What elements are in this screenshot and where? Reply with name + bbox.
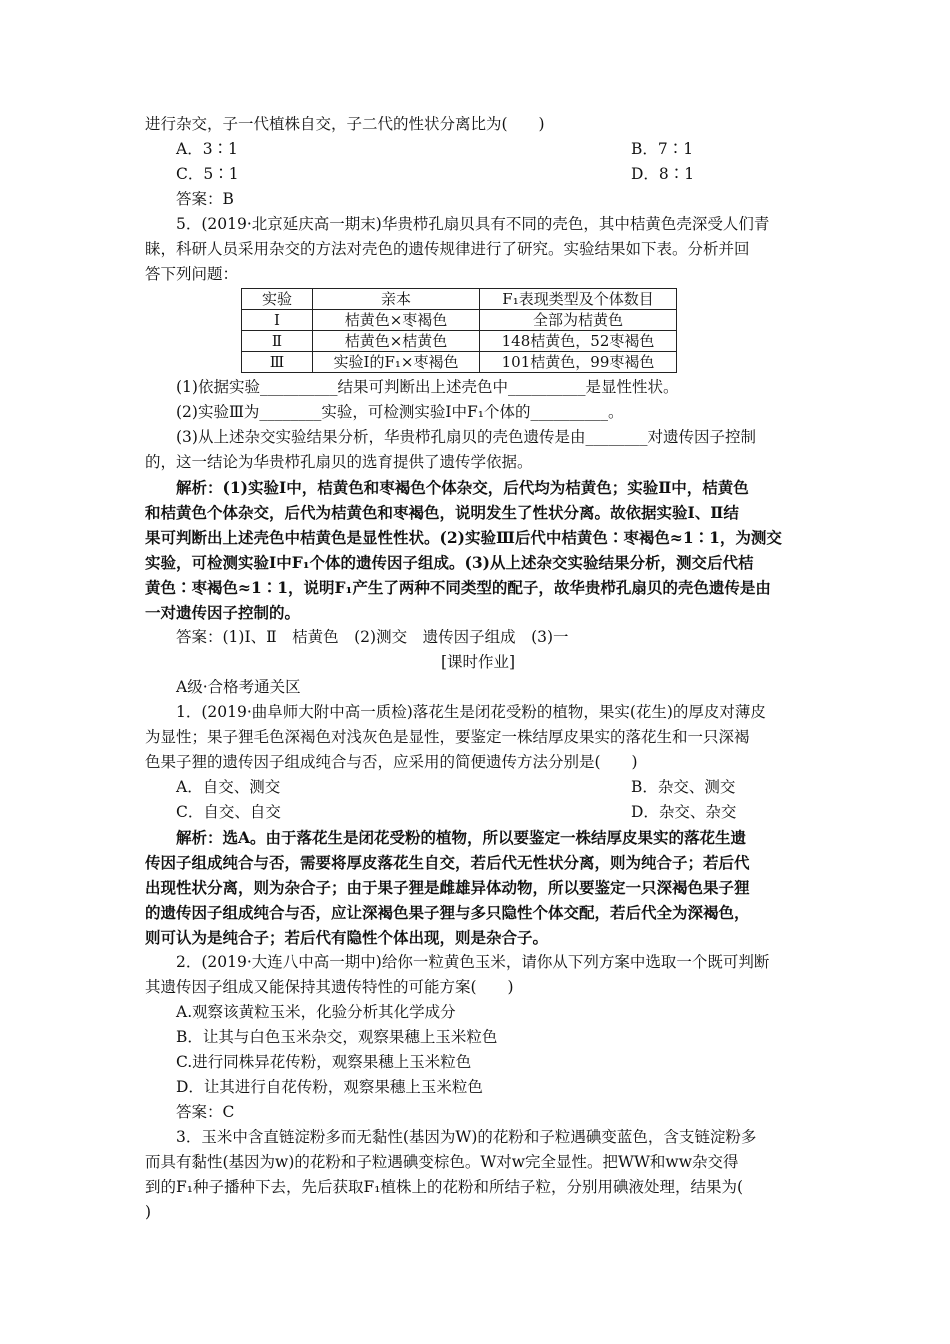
p1-analysis-line: 解析：选A。由于落花生是闭花受粉的植物，所以要鉴定一株结厚皮果实的落花生遗 xyxy=(176,828,747,847)
p2-option: A.观察该黄粒玉米，化验分析其化学成分 xyxy=(176,1003,456,1021)
section-title: [课时作业] xyxy=(440,653,516,671)
table-cell: 实验Ⅰ的F₁×枣褐色 xyxy=(313,352,480,373)
document-page xyxy=(145,112,811,1225)
table-cell: 101桔黄色，99枣褐色 xyxy=(480,352,677,373)
table-row xyxy=(242,331,677,352)
p2-answer: 答案：C xyxy=(176,1103,235,1121)
p2-stem-line: 其遗传因子组成又能保持其遗传特性的可能方案( ) xyxy=(145,978,514,996)
table-cell: Ⅰ xyxy=(242,310,313,331)
table-row xyxy=(242,352,677,373)
p3-stem-line: 而具有黏性(基因为w)的花粉和子粒遇碘变棕色。W对w完全显性。把WW和ww杂交得 xyxy=(145,1153,739,1171)
table-header: 实验 xyxy=(242,289,313,310)
table-header: F₁表现类型及个体数目 xyxy=(480,289,677,310)
p1-option-b: B．杂交、测交 xyxy=(631,778,736,796)
q5-analysis-line: 解析：(1)实验Ⅰ中，桔黄色和枣褐色个体杂交，后代均为桔黄色；实验Ⅱ中，桔黄色 xyxy=(176,478,749,497)
q4-stem: 进行杂交，子一代植株自交，子二代的性状分离比为( ) xyxy=(145,115,545,133)
p1-stem-line: 色果子狸的遗传因子组成纯合与否，应采用的简便遗传方法分别是( ) xyxy=(145,753,638,771)
p1-options-row1 xyxy=(145,775,811,800)
p2-option: B．让其与白色玉米杂交，观察果穗上玉米粒色 xyxy=(176,1028,498,1046)
p1-option-d: D．杂交、杂交 xyxy=(631,803,737,821)
q4-option-a: A．3∶1 xyxy=(176,140,238,158)
p1-analysis-line: 的遗传因子组成纯合与否，应让深褐色果子狸与多只隐性个体交配，若后代全为深褐色， xyxy=(145,903,750,922)
q5-analysis-line: 和桔黄色个体杂交，后代为桔黄色和枣褐色，说明发生了性状分离。故依据实验Ⅰ、Ⅱ结 xyxy=(145,503,739,522)
q5-analysis-line: 黄色∶枣褐色≈1∶1，说明F₁产生了两种不同类型的配子，故华贵栉孔扇贝的壳色遗传是由 xyxy=(145,578,771,597)
experiment-table xyxy=(241,288,677,373)
q5-analysis-line: 实验，可检测实验Ⅰ中F₁个体的遗传因子组成。(3)从上述杂交实验结果分析，测交后代桔 xyxy=(145,553,754,572)
p1-option-a: A．自交、测交 xyxy=(176,778,281,796)
table-header-row xyxy=(242,289,677,310)
q5-sub3: (3)从上述杂交实验结果分析，华贵栉孔扇贝的壳色遗传是由________对遗传因子控制 xyxy=(176,428,756,446)
q5-sub3-cont: 的，这一结论为华贵栉孔扇贝的选育提供了遗传学依据。 xyxy=(145,453,533,471)
level-heading: A级·合格考通关区 xyxy=(176,678,301,696)
q5-sub2: (2)实验Ⅲ为________实验，可检测实验Ⅰ中F₁个体的__________。 xyxy=(176,403,624,421)
p1-option-c: C．自交、自交 xyxy=(176,803,281,821)
q5-analysis-line: 一对遗传因子控制的。 xyxy=(145,603,301,622)
q4-options-row2 xyxy=(145,162,811,187)
table-cell: 桔黄色×桔黄色 xyxy=(313,331,480,352)
table-cell: Ⅱ xyxy=(242,331,313,352)
p2-option: C.进行同株异花传粉，观察果穗上玉米粒色 xyxy=(176,1053,472,1071)
q4-option-d: D．8∶1 xyxy=(631,165,695,183)
table-cell: 148桔黄色，52枣褐色 xyxy=(480,331,677,352)
q5-table-wrap xyxy=(145,288,811,373)
p2-stem-line: 2．(2019·大连八中高一期中)给你一粒黄色玉米，请你从下列方案中选取一个既可判断 xyxy=(176,953,770,971)
p3-stem-line: 3．玉米中含直链淀粉多而无黏性(基因为W)的花粉和子粒遇碘变蓝色，含支链淀粉多 xyxy=(176,1128,757,1146)
q5-sub1: (1)依据实验__________结果可判断出上述壳色中__________是显性性状。 xyxy=(176,378,679,396)
q5-stem-line: 答下列问题： xyxy=(145,265,239,283)
q4-option-b: B．7∶1 xyxy=(631,140,694,158)
q4-options-row1 xyxy=(145,137,811,162)
p3-stem-line: 到的F₁种子播种下去，先后获取F₁植株上的花粉和所结子粒，分别用碘液处理，结果为( xyxy=(145,1178,743,1196)
table-cell: 全部为桔黄色 xyxy=(480,310,677,331)
p1-analysis-line: 则可认为是纯合子；若后代有隐性个体出现，则是杂合子。 xyxy=(145,928,549,947)
p2-option: D．让其进行自花传粉，观察果穗上玉米粒色 xyxy=(176,1078,483,1096)
q5-answer: 答案：(1)Ⅰ、Ⅱ 桔黄色 (2)测交 遗传因子组成 (3)一 xyxy=(176,628,569,646)
q4-option-c: C．5∶1 xyxy=(176,165,239,183)
q5-analysis-line: 果可判断出上述壳色中桔黄色是显性性状。(2)实验Ⅲ后代中桔黄色∶枣褐色≈1∶1，为测交 xyxy=(145,528,782,547)
p1-options-row2 xyxy=(145,800,811,825)
p1-stem-line: 1．(2019·曲阜师大附中高一质检)落花生是闭花受粉的植物，果实(花生)的厚皮对薄皮 xyxy=(176,703,766,721)
q5-stem-line: 睐，科研人员采用杂交的方法对壳色的遗传规律进行了研究。实验结果如下表。分析并回 xyxy=(145,240,750,258)
p1-stem-line: 为显性；果子狸毛色深褐色对浅灰色是显性，要鉴定一株结厚皮果实的落花生和一只深褐 xyxy=(145,728,750,746)
table-cell: Ⅲ xyxy=(242,352,313,373)
p1-analysis-line: 传因子组成纯合与否，需要将厚皮落花生自交，若后代无性状分离，则为纯合子；若后代 xyxy=(145,853,750,872)
q4-answer: 答案：B xyxy=(176,190,234,208)
p1-analysis-line: 出现性状分离，则为杂合子；由于果子狸是雌雄异体动物，所以要鉴定一只深褐色果子狸 xyxy=(145,878,750,897)
table-header: 亲本 xyxy=(313,289,480,310)
q5-stem-line: 5．(2019·北京延庆高一期末)华贵栉孔扇贝具有不同的壳色，其中桔黄色壳深受人们青 xyxy=(176,215,770,233)
table-cell: 桔黄色×枣褐色 xyxy=(313,310,480,331)
p3-stem-line: ) xyxy=(145,1203,152,1221)
table-row xyxy=(242,310,677,331)
